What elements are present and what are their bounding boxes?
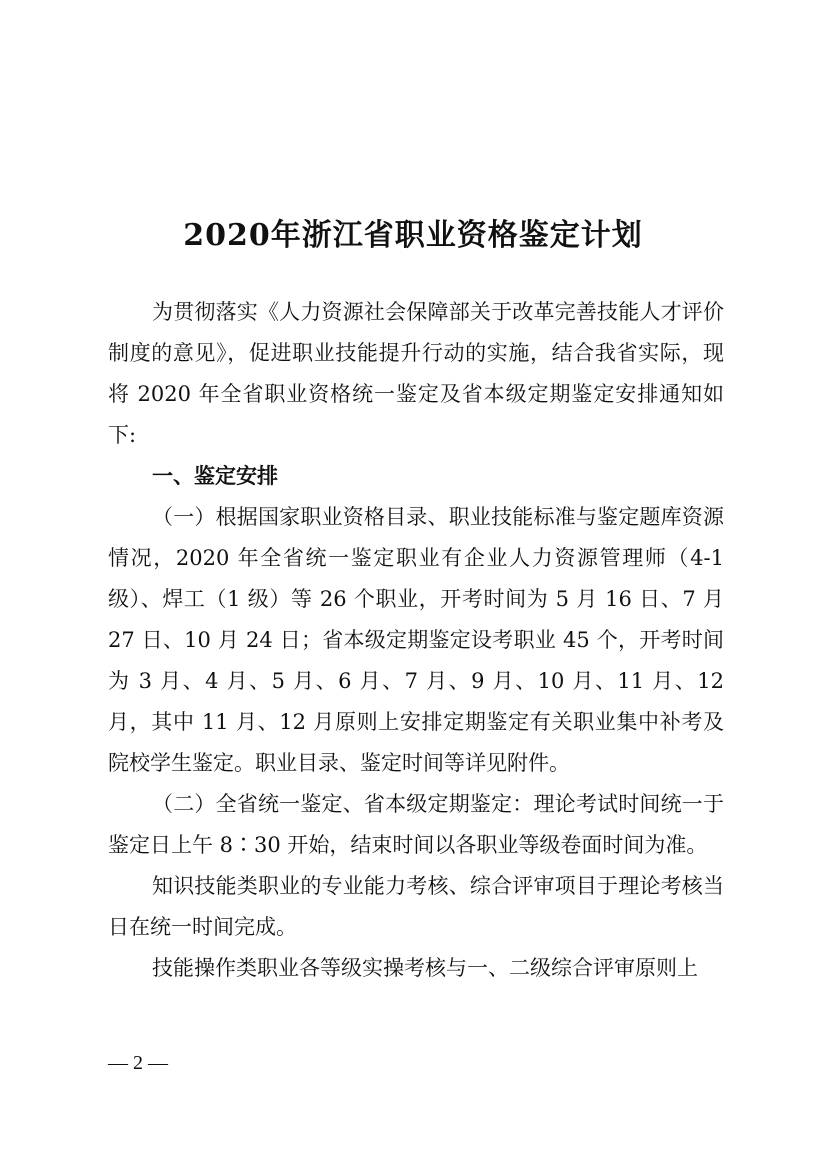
page-number: — 2 —	[108, 1052, 168, 1074]
arrangement-item-2-paragraph: （二）全省统一鉴定、省本级定期鉴定：理论考试时间统一于鉴定日上午 8∶30 开始，结束时间以各职业等级卷面时间为准。	[108, 792, 724, 857]
document-body	[108, 292, 724, 989]
skill-operation-paragraph: 技能操作类职业各等级实操考核与一、二级综合评审原则上	[152, 956, 698, 980]
document-title: 2020年浙江省职业资格鉴定计划	[183, 218, 643, 253]
knowledge-skill-paragraph: 知识技能类职业的专业能力考核、综合评审项目于理论考核当日在统一时间完成。	[108, 874, 724, 939]
arrangement-item-1-paragraph: （一）根据国家职业资格目录、职业技能标准与鉴定题库资源情况，2020 年全省统一鉴定职业有企业人力资源管理师（4-1 级）、焊工（1 级）等 26 个职业，开考时间为 5 月 16 日、7 月 27 日、10 月 24 日；省本级定期鉴定设考职业 45 个，开考时间为 3 月、4 月、5 月、6 月、7 月、9 月、10 月、11 月、12 月，其中 11 月、12 月原则上安排定期鉴定有关职业集中补考及院校学生鉴定。职业目录、鉴定时间等详见附件。	[108, 505, 724, 775]
section-heading-arrangement: 一、鉴定安排	[152, 464, 278, 488]
intro-paragraph: 为贯彻落实《人力资源社会保障部关于改革完善技能人才评价制度的意见》，促进职业技能提升行动的实施，结合我省实际，现将 2020 年全省职业资格统一鉴定及省本级定期鉴定安排通知如下:	[108, 300, 724, 447]
